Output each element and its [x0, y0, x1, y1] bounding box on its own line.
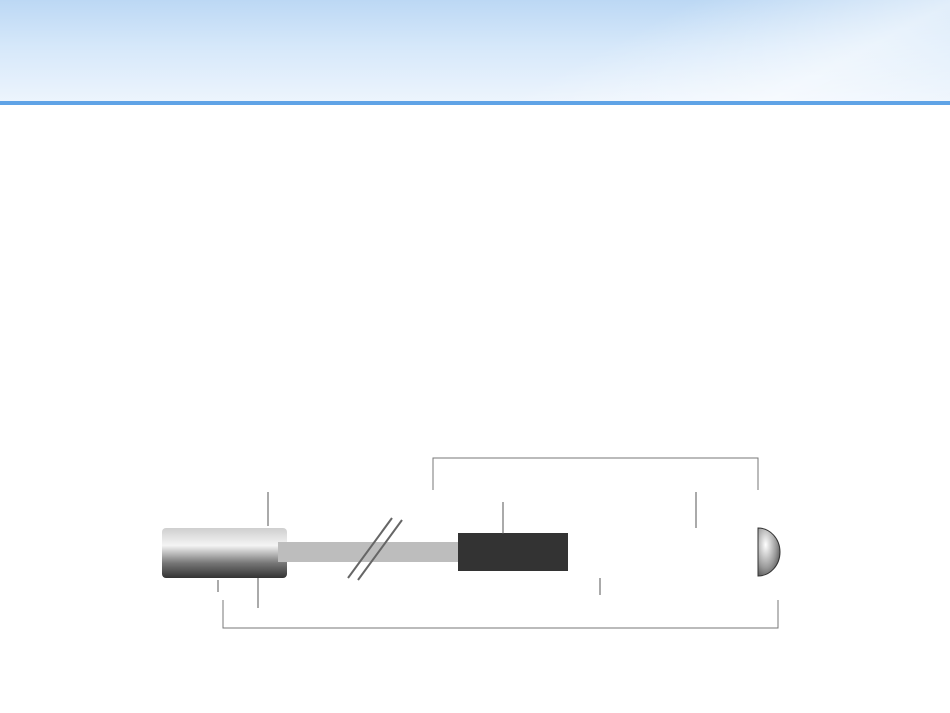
slide-header	[0, 0, 950, 105]
header-shine	[370, 0, 950, 105]
tip-cap	[758, 528, 780, 576]
slide-body	[46, 140, 906, 142]
shaping-wire-section	[458, 533, 568, 571]
proximal-shaft	[162, 528, 287, 578]
soft-segment-bracket	[433, 458, 758, 490]
header-rule	[0, 101, 950, 105]
caption-bracket	[223, 600, 778, 628]
guidewire-diagram	[148, 430, 790, 662]
